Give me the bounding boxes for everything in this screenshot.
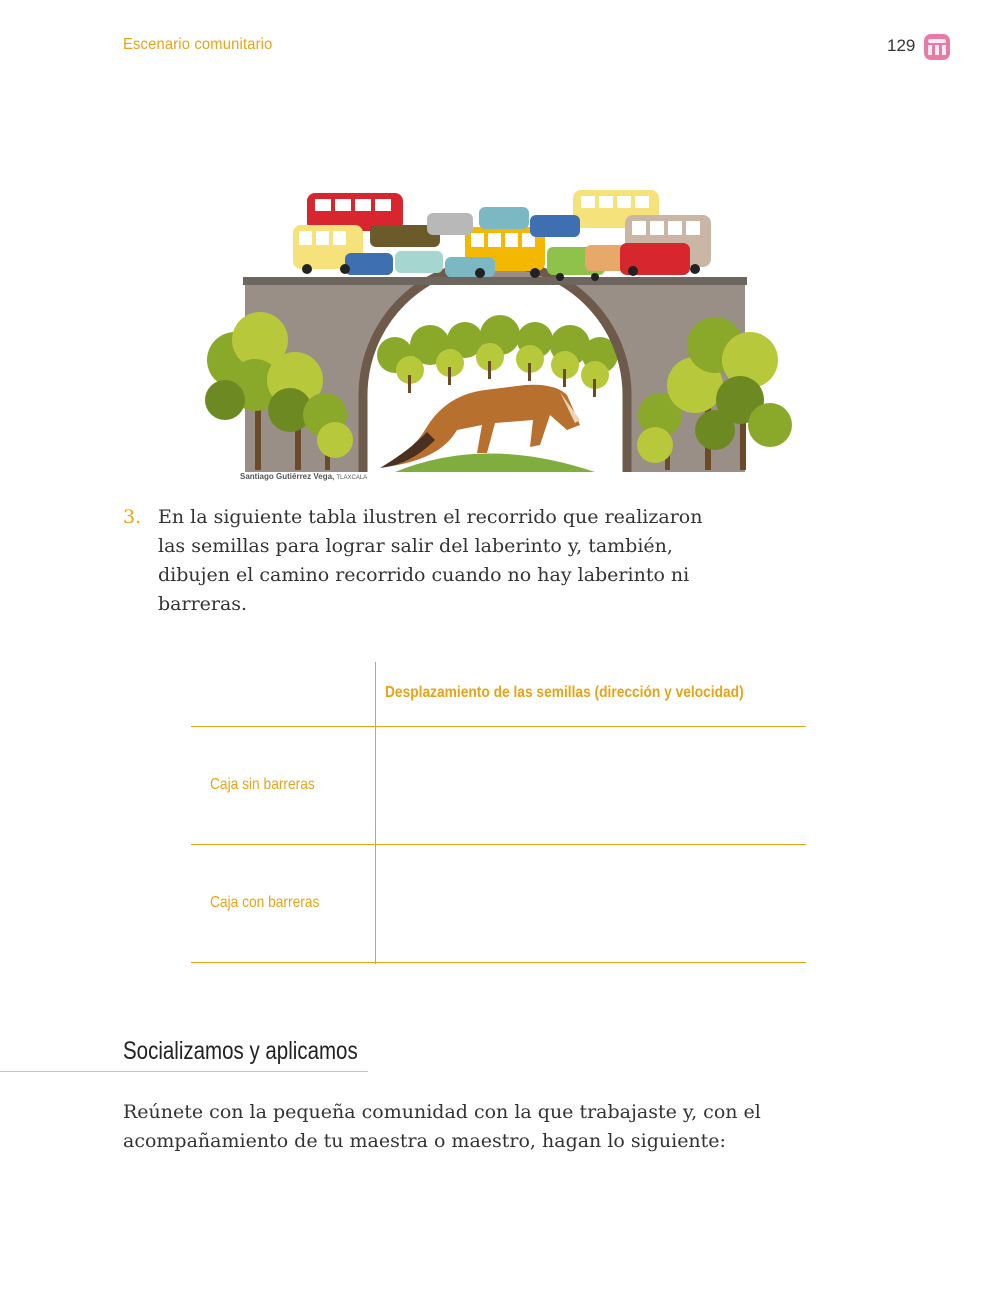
section-divider — [0, 1071, 368, 1072]
table-column-header: Desplazamiento de las semillas (dirección y velocidad) — [385, 684, 744, 701]
table-divider-vertical — [375, 662, 376, 964]
table-rule-row1 — [191, 844, 806, 845]
header-section-label: Escenario comunitario — [123, 36, 273, 53]
table-rule-row2 — [191, 962, 806, 963]
activity-instructions: En la siguiente tabla ilustren el recorrido que realizaron las semillas para lograr salir del laberinto y, también, dibujen el camino recorrido cuando no hay laberinto ni barreras. — [158, 506, 703, 615]
table-row-label-no-barriers: Caja sin barreras — [210, 776, 315, 793]
illustration-credit — [240, 472, 367, 481]
activity-number: 3. — [123, 506, 142, 528]
credit-place: TLAXCALA — [336, 475, 368, 481]
credit-name: Santiago Gutiérrez Vega, — [240, 472, 335, 481]
section-title: Socializamos y aplicamos — [123, 1037, 358, 1065]
seed-displacement-table — [191, 662, 806, 964]
table-rule-header — [191, 726, 806, 727]
wildlife-bridge-illustration — [195, 185, 795, 480]
closing-paragraph: Reúnete con la pequeña comunidad con la que trabajaste y, con el acompañamiento de tu maestra o maestro, hagan lo siguiente: — [123, 1101, 761, 1152]
book-emblem-icon — [923, 33, 951, 61]
table-row-label-with-barriers: Caja con barreras — [210, 894, 320, 911]
page-number: 129 — [887, 36, 916, 55]
